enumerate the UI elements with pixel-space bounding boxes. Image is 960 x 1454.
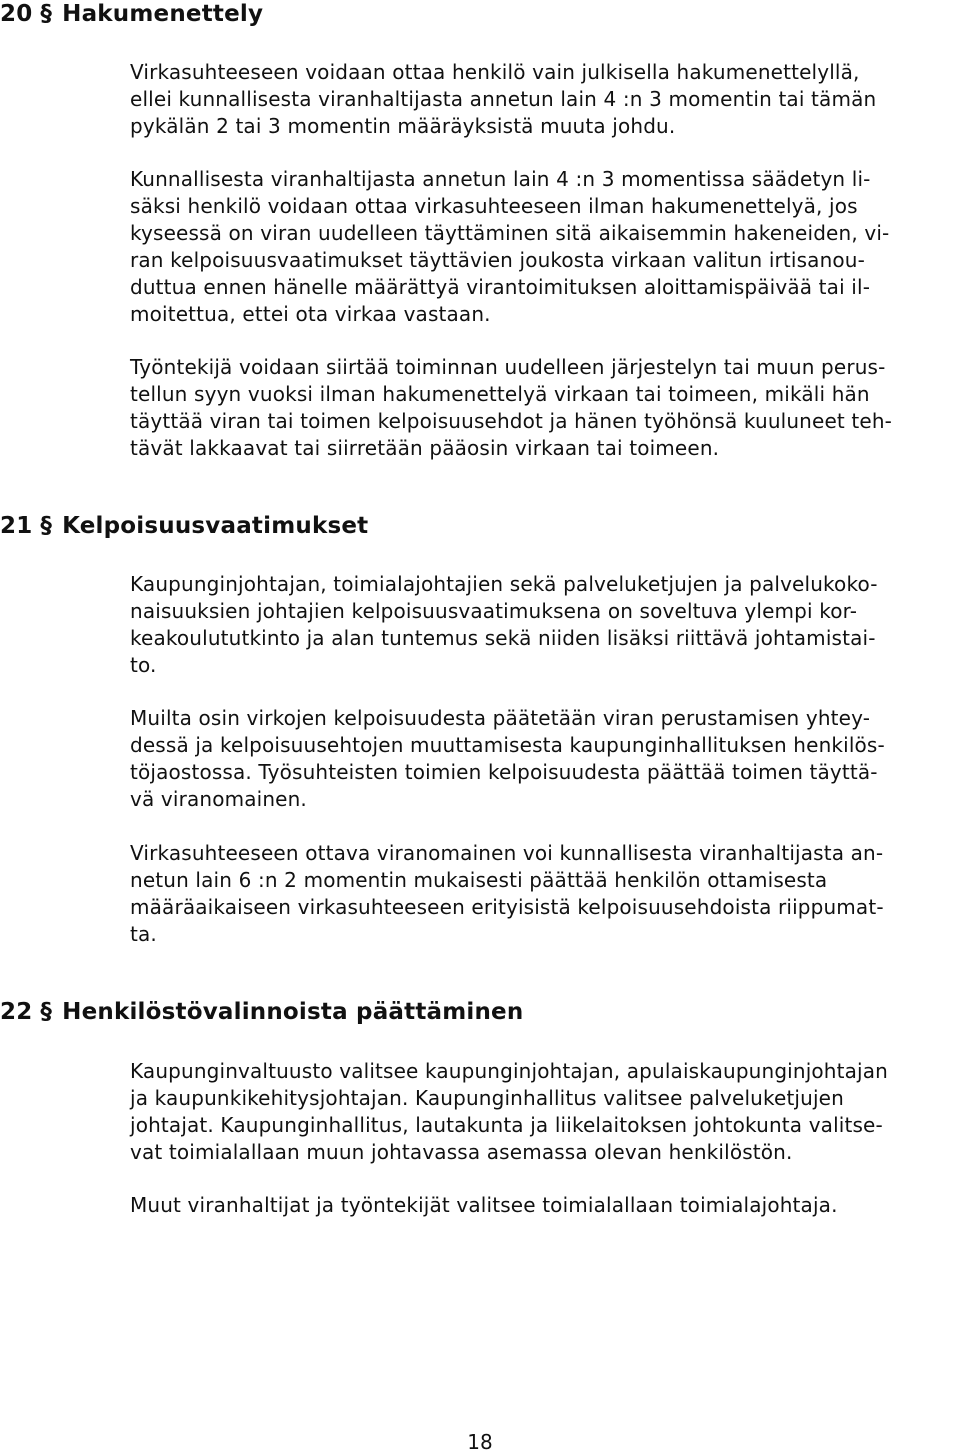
paragraph: Muilta osin virkojen kelpoisuudesta päätetään viran perustamisen yhtey- dessä ja kelpoisuusehtojen muuttamisesta kaupunginhallituksen henkilös- töjaostossa. Työsuhteisten toimien kelpoisuudesta päättää toimen täyttä- vä viranomainen. [130,706,885,811]
section-number: 21 [0,513,33,539]
section-title: Hakumenettely [62,1,264,27]
section-22-heading [0,998,523,1026]
section-number: 20 [0,1,33,27]
page-number: 18 [467,1430,493,1454]
paragraph: Kaupunginjohtajan, toimialajohtajien sekä palveluketjujen ja palvelukoko- naisuuksien johtajien kelpoisuusvaatimuksena on soveltuva ylempi kor- keakoulututkinto ja alan tuntemus sekä niiden lisäksi riittävä johtamistai- to. [130,572,878,677]
section-symbol: § [40,1,53,27]
paragraph: Työntekijä voidaan siirtää toiminnan uudelleen järjestelyn tai muun perus- tellun syyn vuoksi ilman hakumenettelyä virkaan tai toimeen, mikäli hän täyttää viran tai toimen kelpoisuusehdot ja hänen työhönsä kuuluneet teh- tävät lakkaavat tai siirretään pääosin virkaan tai toimeen. [130,355,893,460]
section-symbol: § [40,999,53,1025]
paragraph: Muut viranhaltijat ja työntekijät valitsee toimialallaan toimialajohtaja. [130,1193,838,1217]
section-title: Kelpoisuusvaatimukset [62,513,369,539]
paragraph: Kunnallisesta viranhaltijasta annetun lain 4 :n 3 momentissa säädetyn li- säksi henkilö voidaan ottaa virkasuhteeseen ilman hakumenettelyä, jos kyseessä on viran uudelleen täyttäminen sitä aikaisemmin hakeneiden, vi- ran kelpoisuusvaatimukset täyttävien joukosta virkaan valitun irtisanou- duttua ennen hänelle määrättyä virantoimituksen aloittamispäivää tai il- moitettua, ettei ota virkaa vastaan. [130,167,890,326]
paragraph: Kaupunginvaltuusto valitsee kaupunginjohtajan, apulaiskaupunginjohtajan ja kaupunkikehitysjohtajan. Kaupunginhallitus valitsee palveluketjujen johtajat. Kaupunginhallitus, lautakunta ja liikelaitoksen johtokunta valitse- vat toimialallaan muun johtavassa asemassa olevan henkilöstön. [130,1059,888,1164]
section-title: Henkilöstövalinnoista päättäminen [62,999,524,1025]
section-20-heading [0,0,263,28]
section-symbol: § [40,513,53,539]
paragraph: Virkasuhteeseen ottava viranomainen voi kunnallisesta viranhaltijasta an- netun lain 6 :n 2 momentin mukaisesti päättää henkilön ottamisesta määräaikaiseen virkasuhteeseen erityisistä kelpoisuusehdoista riippumat- ta. [130,841,884,946]
section-21-heading [0,512,368,540]
section-number: 22 [0,999,33,1025]
paragraph: Virkasuhteeseen voidaan ottaa henkilö vain julkisella hakumenettelyllä, ellei kunnallisesta viranhaltijasta annetun lain 4 :n 3 momentin tai tämän pykälän 2 tai 3 momentin määräyksistä muuta johdu. [130,60,877,138]
